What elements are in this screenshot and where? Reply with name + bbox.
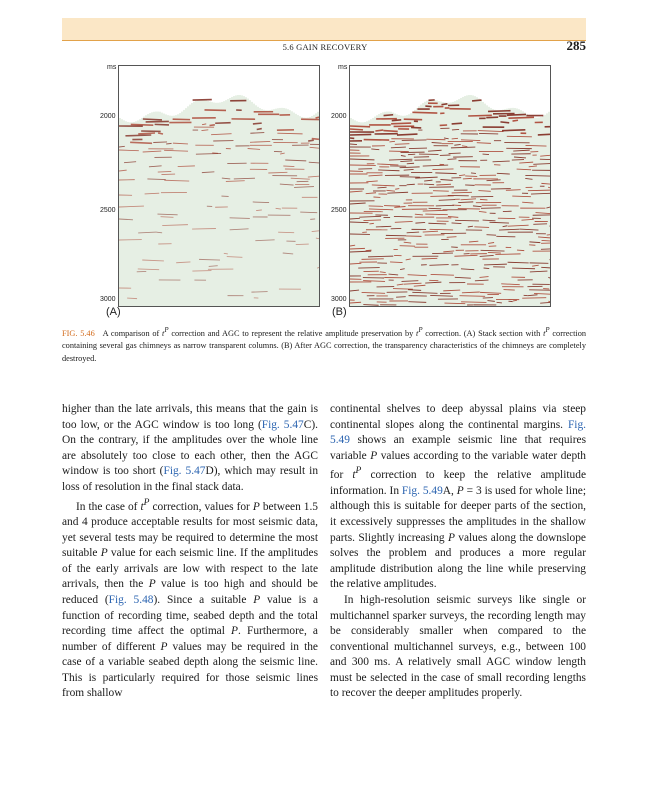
panel-b-tick-3000: 3000 — [331, 296, 347, 303]
running-title: 5.6 GAIN RECOVERY — [282, 42, 368, 52]
panel-b-tick-2500: 2500 — [331, 207, 347, 214]
panel-b-unit: ms — [338, 64, 348, 71]
header-band — [62, 18, 586, 40]
paragraph: In high-resolution seismic surveys like single or multichannel sparker surveys, the recording length may be considerably smaller when compared to the conventional multichannel surveys, e.g., between 100 and 300 ms. A relatively small AGC window length must be selected in the case of small recording lengths to recover the deeper amplitudes properly. — [330, 593, 586, 700]
fig-5-47-link[interactable]: Fig. 5.47 — [261, 418, 304, 431]
fig-5-49-link[interactable]: Fig. 5.49 — [330, 418, 586, 447]
paragraph: higher than the late arrivals, this means that the gain is too low, or the AGC window is too long (Fig. 5.47C). On the contrary, if the amplitudes over the whole line are absolutely too close to each other, then the AGC window is too short (Fig. 5.47D), which may result in loss of resolution in the final stack data. — [62, 403, 319, 493]
panel-a-tick-3000: 3000 — [100, 296, 116, 303]
panel-a-tick-2500: 2500 — [100, 207, 116, 214]
body-column-right — [330, 402, 586, 702]
seismic-section-a — [119, 66, 319, 306]
figure-caption: FIG. 5.46 A comparison of $t^P$ correction and AGC to represent the relative amplitude preservation by $t^P$ correction. (A) Stack section with $t^P$ correction containing several gas chimneys as narrow transparent columns. (B) After AGC correction, the transparency characteristics of the chimneys are completely destroyed. — [62, 327, 586, 363]
seismic-section-b — [350, 66, 550, 306]
fig-5-48-link[interactable]: Fig. 5.48 — [108, 593, 154, 606]
seismic-panel-a — [118, 65, 320, 307]
panel-a-tick-2000: 2000 — [100, 113, 116, 120]
panel-b-tick-2000: 2000 — [331, 113, 347, 120]
figure-label: FIG. 5.46 — [62, 328, 95, 338]
panel-b-label: (B) — [332, 306, 347, 318]
seismic-panel-b — [349, 65, 551, 307]
paragraph: In the case of $t^P$ correction, values for P between 1.5 and 4 produce acceptable results for most seismic data, yet several tests may be required to determine the most suitable P value for each seismic line. If the amplitudes of the early arrivals are low with respect to the late arrivals, then the P value is too high and should be reduced (Fig. 5.48). Since a suitable P value is a function of recording time, seabed depth and the total recording time affect the optimal P. Furthermore, a number of different P values may be required in the case of a variable seabed depth along the seismic line. This is particularly required for those seismic lines from shallow — [62, 497, 319, 700]
header-rule — [62, 40, 586, 41]
paragraph: continental shelves to deep abyssal plains via steep continental slopes along the continental margins. Fig. 5.49 shows an example seismic line that requires variable P values according to the variable water depth for $t^P$ correction to keep the relative amplitude information. In Fig. 5.49A, P = 3 is used for whole line; although this is suitable for deeper parts of the section, it excessively suppresses the amplitudes in the shallow parts. Slightly increasing P values along the downslope solves the problem and produces a more regular amplitude distribution along the line while preserving the relative amplitudes. — [330, 403, 587, 591]
panel-a-unit: ms — [107, 64, 117, 71]
fig-5-49-link[interactable]: Fig. 5.49 — [401, 484, 443, 497]
panel-a-label: (A) — [106, 306, 121, 318]
page-number: 285 — [566, 38, 586, 53]
fig-5-47-link[interactable]: Fig. 5.47 — [163, 465, 206, 478]
body-column-left — [62, 402, 318, 702]
